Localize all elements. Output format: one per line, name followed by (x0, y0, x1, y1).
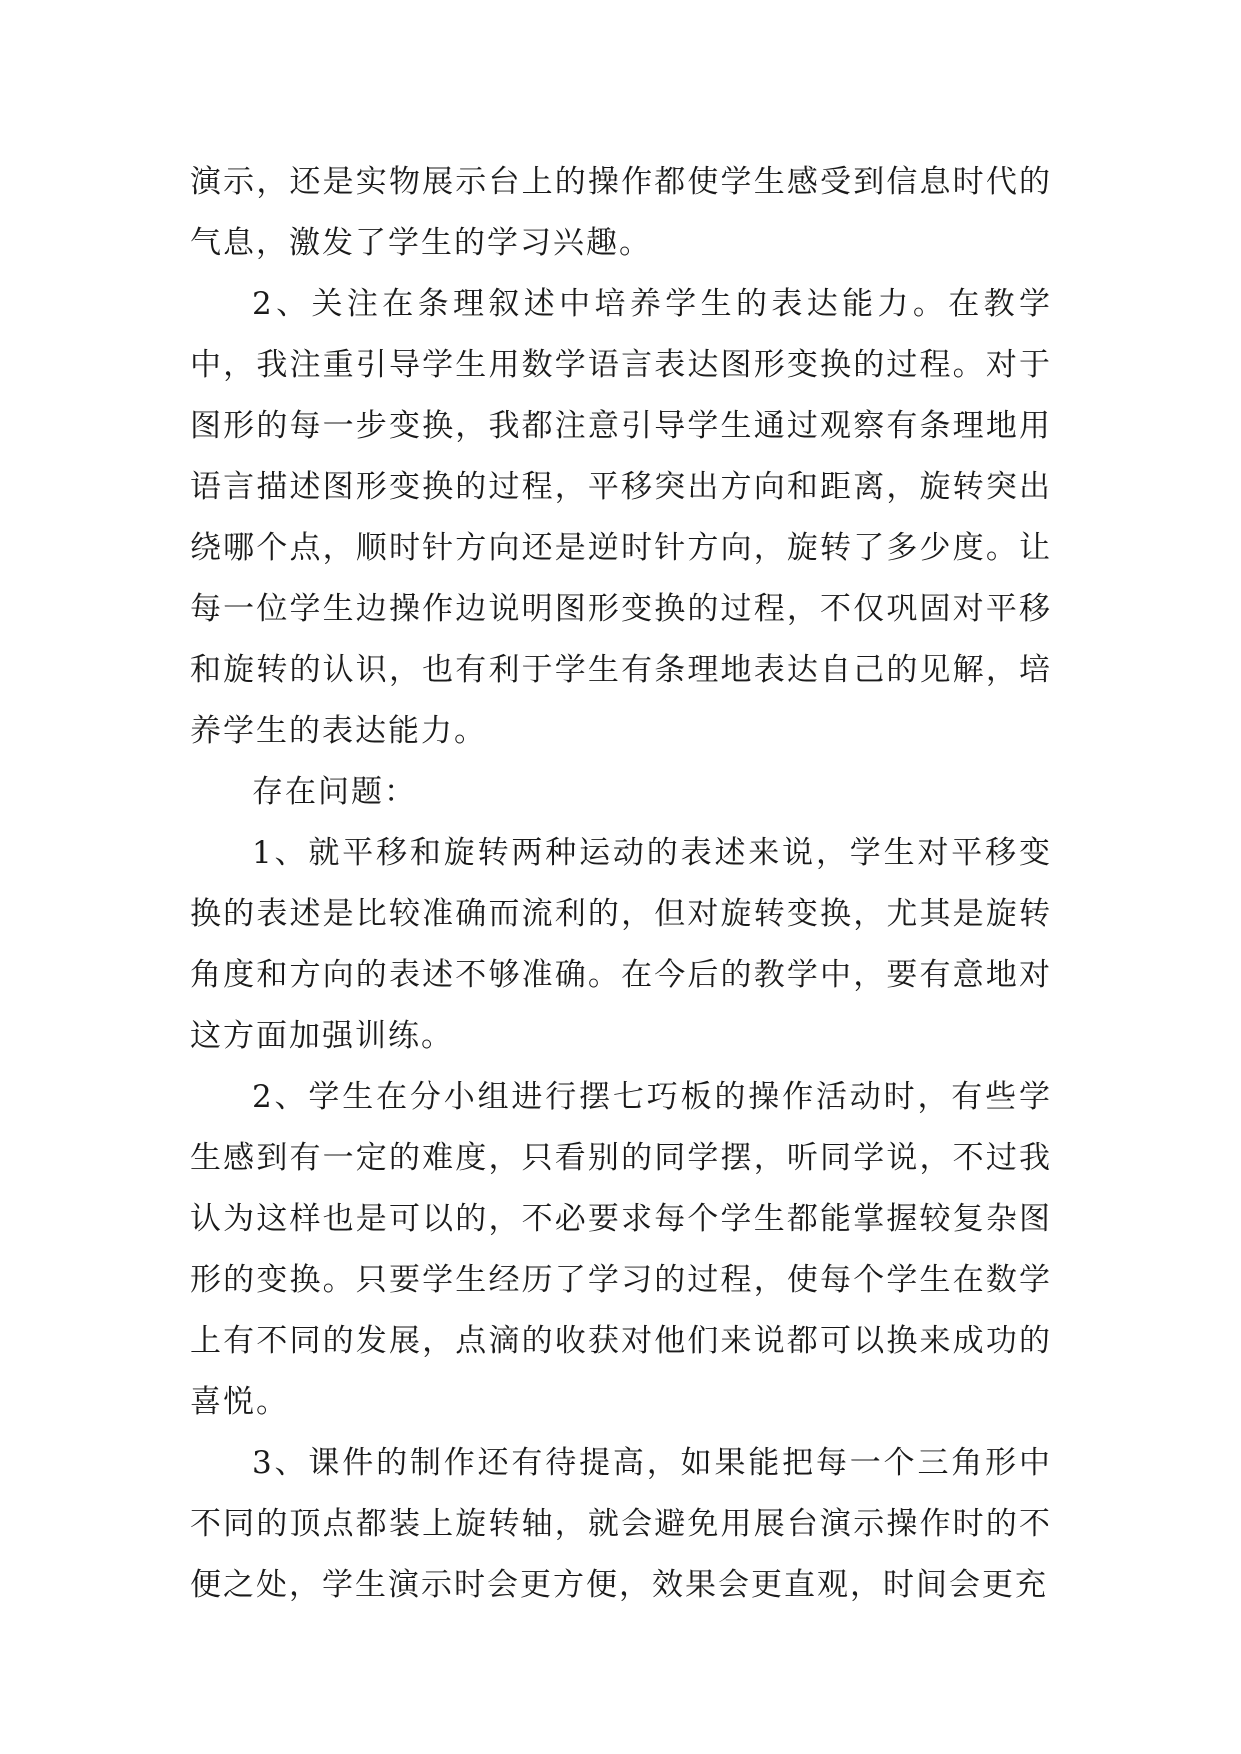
paragraph-problem-2: 2、学生在分小组进行摆七巧板的操作活动时，有些学生感到有一定的难度，只看别的同学摆，听同学说，不过我认为这样也是可以的，不必要求每个学生都能掌握较复杂图形的变换。只要学生经历了学习的过程，使每个学生在数学上有不同的发展，点滴的收获对他们来说都可以换来成功的喜悦。 (190, 1079, 1052, 1420)
paragraph-problems-heading: 存在问题： (252, 774, 417, 810)
paragraph-problem-3: 3、课件的制作还有待提高，如果能把每一个三角形中不同的顶点都装上旋转轴，就会避免用展台演示操作时的不便之处，学生演示时会更方便，效果会更直观，时间会更充 (190, 1445, 1052, 1603)
paragraph-continuation: 演示，还是实物展示台上的操作都使学生感受到信息时代的气息，激发了学生的学习兴趣。 (190, 164, 1052, 261)
paragraph-problem-1: 1、就平移和旋转两种运动的表述来说，学生对平移变换的表述是比较准确而流利的，但对旋转变换，尤其是旋转角度和方向的表述不够准确。在今后的教学中，要有意地对这方面加强训练。 (190, 835, 1052, 1054)
paragraph-point-2-expression: 2、关注在条理叙述中培养学生的表达能力。在教学中，我注重引导学生用数学语言表达图形变换的过程。对于图形的每一步变换，我都注意引导学生通过观察有条理地用语言描述图形变换的过程，平移突出方向和距离，旋转突出绕哪个点，顺时针方向还是逆时针方向，旋转了多少度。让每一位学生边操作边说明图形变换的过程，不仅巩固对平移和旋转的认识，也有利于学生有条理地表达自己的见解，培养学生的表达能力。 (190, 286, 1052, 749)
document-body (190, 152, 1052, 1616)
